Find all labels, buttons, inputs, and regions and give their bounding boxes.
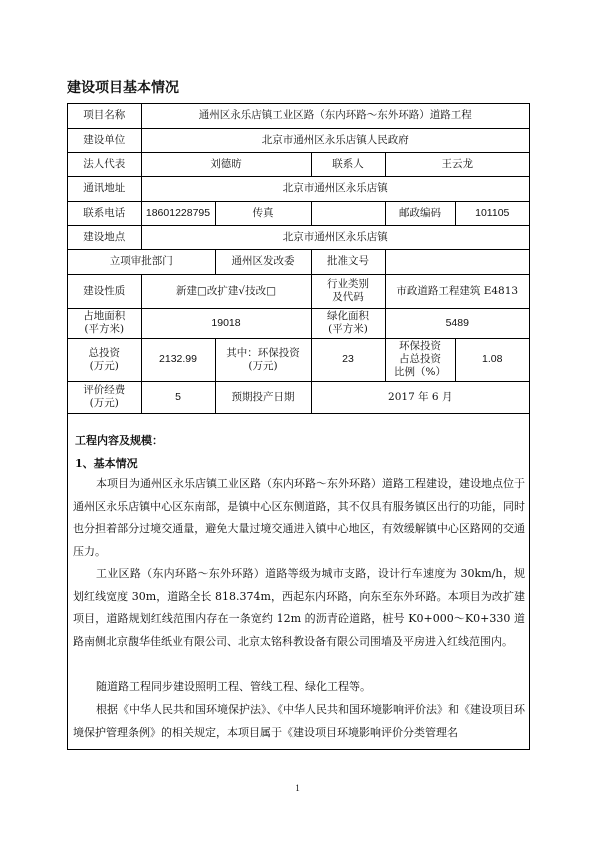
env-invest-label: 其中：环保投资 (万元) xyxy=(215,338,311,381)
table-row xyxy=(68,128,529,152)
env-ratio-value: 1.08 xyxy=(455,338,529,381)
eval-fee-value: 5 xyxy=(141,381,215,413)
table-row xyxy=(68,249,529,274)
contact-label: 联系人 xyxy=(311,152,385,176)
paragraph-sync: 随道路工程同步建设照明工程、管线工程、绿化工程等。 xyxy=(96,680,371,693)
postcode-value: 101105 xyxy=(455,201,529,225)
basic-info-table xyxy=(68,104,529,414)
fax-label: 传真 xyxy=(215,201,311,225)
builder-label: 建设单位 xyxy=(68,128,141,152)
builder-value: 北京市通州区永乐店镇人民政府 xyxy=(141,128,529,152)
legal-rep-value: 刘德昉 xyxy=(141,152,311,176)
address-value: 北京市通州区永乐店镇 xyxy=(141,176,529,201)
table-row xyxy=(68,274,529,308)
invest-value: 2132.99 xyxy=(141,338,215,381)
address-label: 通讯地址 xyxy=(68,176,141,201)
project-name-value: 通州区永乐店镇工业区路（东内环路～东外环路）道路工程 xyxy=(141,104,529,128)
approval-no-label: 批准文号 xyxy=(311,249,385,274)
page-number: 1 xyxy=(295,783,300,793)
table-row xyxy=(68,176,529,201)
site-label: 建设地点 xyxy=(68,225,141,249)
nature-label: 建设性质 xyxy=(68,274,141,308)
prod-date-value: 2017 年 6 月 xyxy=(311,381,529,413)
env-invest-value: 23 xyxy=(311,338,385,381)
eval-fee-label: 评价经费 (万元) xyxy=(68,381,141,413)
fax-value xyxy=(311,201,385,225)
page-title: 建设项目基本情况 xyxy=(67,80,179,96)
postcode-label: 邮政编码 xyxy=(385,201,455,225)
table-row xyxy=(68,338,529,381)
phone-label: 联系电话 xyxy=(68,201,141,225)
sub-heading: 1、基本情况 xyxy=(75,457,138,470)
area-label: 占地面积 (平方米) xyxy=(68,308,141,338)
section-heading: 工程内容及规模： xyxy=(75,434,163,447)
table-row xyxy=(68,225,529,249)
approval-dept-label: 立项审批部门 xyxy=(68,249,215,274)
table-row xyxy=(68,152,529,176)
table-row xyxy=(68,381,529,413)
approval-dept-value: 通州区发改委 xyxy=(215,249,311,274)
green-value: 5489 xyxy=(385,308,529,338)
env-ratio-label: 环保投资 占总投资 比例（%） xyxy=(385,338,455,381)
invest-label: 总投资 (万元) xyxy=(68,338,141,381)
contact-value: 王云龙 xyxy=(385,152,529,176)
site-value: 北京市通州区永乐店镇 xyxy=(141,225,529,249)
paragraph-intro: 本项目为通州区永乐店镇工业区路（东内环路～东外环路）道路工程建设，建设地点位于通州区永乐店镇中心区东南部，是镇中心区东侧道路，其不仅具有服务镇区出行的功能，同时也分担着部分过境交通量，避免大量过境交通进入镇中心地区，有效缓解镇中心区路网的交通压力。 xyxy=(73,477,525,558)
paragraph-law: 根据《中华人民共和国环境保护法》、《中华人民共和国环境影响评价法》和《建设项目环境保护管理条例》的相关规定，本项目属于《建设项目环境影响评价分类管理名 xyxy=(73,703,525,739)
paragraph-road: 工业区路（东内环路～东外环路）道路等级为城市支路，设计行车速度为 30km/h，规划红线宽度 30m，道路全长 818.374m，西起东内环路，向东至东外环路。本项目为改扩建项目，道路规划红线范围内存在一条宽约 12m 的沥青砼道路，桩号 K0+000～K0+330 道路南侧北京馥华佳纸业有限公司、北京太铭科教设备有限公司围墙及平房进入红线范围内。 xyxy=(73,567,525,648)
info-frame xyxy=(67,103,530,750)
industry-label: 行业类别 及代码 xyxy=(311,274,385,308)
area-value: 19018 xyxy=(141,308,311,338)
table-row xyxy=(68,308,529,338)
approval-no-value xyxy=(385,249,529,274)
industry-value: 市政道路工程建筑 E4813 xyxy=(385,274,529,308)
green-label: 绿化面积 (平方米) xyxy=(311,308,385,338)
table-row xyxy=(68,104,529,128)
prod-date-label: 预期投产日期 xyxy=(215,381,311,413)
legal-rep-label: 法人代表 xyxy=(68,152,141,176)
phone-value: 18601228795 xyxy=(141,201,215,225)
project-name-label: 项目名称 xyxy=(68,104,141,128)
nature-value: 新建□改扩建√技改□ xyxy=(141,274,311,308)
table-row xyxy=(68,201,529,225)
